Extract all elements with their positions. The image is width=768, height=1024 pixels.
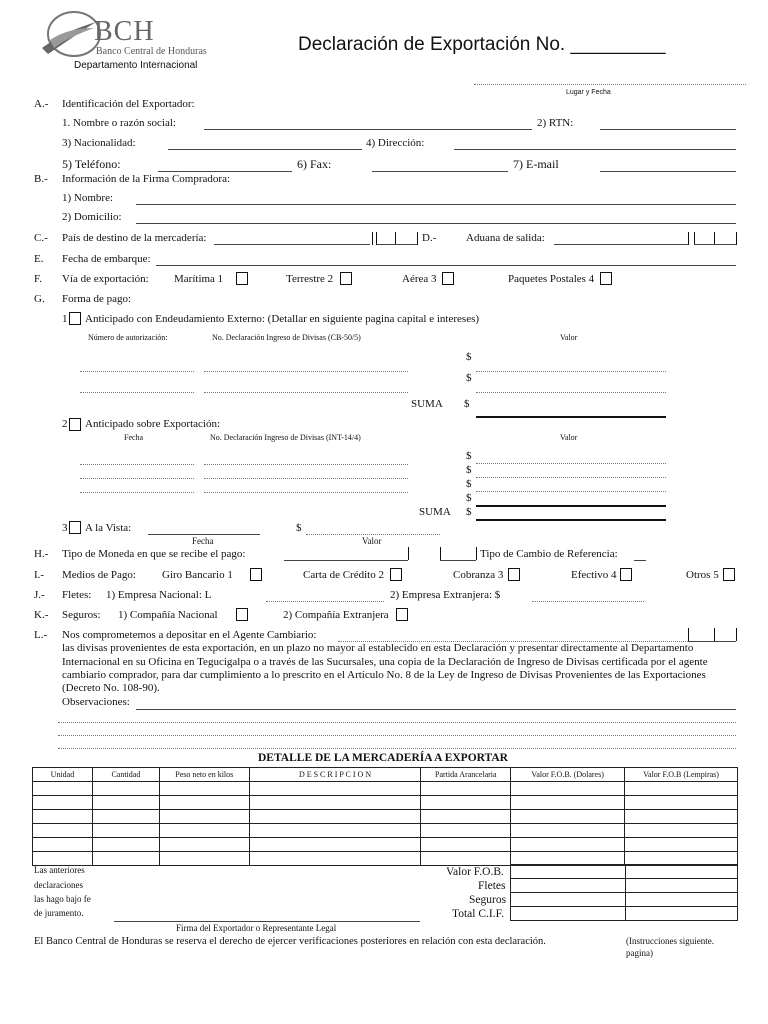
exchange-rate-label: Tipo de Cambio de Referencia:: [480, 548, 618, 560]
section-h-label: H.-: [34, 548, 49, 560]
place-date-line[interactable]: [474, 84, 746, 85]
section-i-label: I.-: [34, 569, 45, 581]
buyer-name-label: 1) Nombre:: [62, 192, 114, 204]
signature-line[interactable]: [114, 921, 420, 922]
p2-value-3[interactable]: [476, 491, 666, 492]
route-land-checkbox[interactable]: [340, 272, 352, 285]
cif-total-label: Total C.I.F.: [452, 908, 504, 920]
exchange-rate-field[interactable]: [634, 560, 646, 561]
p1-suma-label: SUMA: [411, 398, 443, 410]
detail-row: [33, 838, 738, 852]
payment-3-checkbox[interactable]: [69, 521, 81, 534]
section-e-label: E.: [34, 253, 44, 265]
insurance-national-label: 1) Compañía Nacional: [118, 609, 218, 621]
means-credit-label: Carta de Crédito 2: [303, 569, 384, 581]
email-label: 7) E-mail: [513, 157, 559, 171]
p2-col-value: Valor: [560, 433, 578, 442]
address-field[interactable]: [454, 149, 736, 150]
detail-cell[interactable]: [92, 782, 159, 796]
observations-field-3[interactable]: [58, 735, 736, 736]
means-other-label: Otros 5: [686, 569, 719, 581]
detail-cell[interactable]: [421, 824, 511, 838]
export-route-label: Vía de exportación:: [62, 273, 149, 285]
detail-row: [33, 810, 738, 824]
p2-col-decl: No. Declaración Ingreso de Divisas (INT-14/4): [210, 433, 361, 442]
detail-cell[interactable]: [159, 824, 249, 838]
fob-total-label: Valor F.O.B.: [446, 866, 504, 878]
detail-cell[interactable]: [249, 782, 421, 796]
detail-cell[interactable]: [625, 796, 738, 810]
commitment-line-2: las divisas provenientes de esta exportación, en un plazo no mayor al establecido en esta Declaración y presentar directamente al Departamento: [62, 642, 694, 654]
payment-means-label: Medios de Pago:: [62, 569, 136, 581]
detail-cell[interactable]: [511, 838, 625, 852]
rtn-label: 2) RTN:: [537, 117, 574, 129]
p1-suma-field[interactable]: [476, 416, 666, 418]
currency-field[interactable]: [284, 560, 408, 561]
detail-cell[interactable]: [511, 782, 625, 796]
insurance-foreign-checkbox[interactable]: [396, 608, 408, 621]
section-f-label: F.: [34, 273, 42, 285]
detail-cell[interactable]: [625, 824, 738, 838]
phone-field[interactable]: [158, 171, 292, 172]
means-wire-label: Giro Bancario 1: [162, 569, 233, 581]
instructions-line-1: (Instrucciones siguiente.: [626, 936, 714, 946]
freight-foreign-label: 2) Empresa Extranjera: $: [390, 589, 501, 601]
totals-table: [510, 864, 738, 921]
detail-title: DETALLE DE LA MERCADERÍA A EXPORTAR: [258, 752, 508, 764]
insurance-foreign-label: 2) Compañía Extranjera: [283, 609, 389, 621]
p1-value-1[interactable]: [476, 371, 666, 372]
name-field[interactable]: [204, 129, 532, 130]
name-label: 1. Nombre o razón social:: [62, 117, 176, 129]
detail-column-header: Cantidad: [92, 768, 159, 782]
detail-row: [33, 782, 738, 796]
detail-cell[interactable]: [249, 796, 421, 810]
detail-cell[interactable]: [249, 838, 421, 852]
freight-usd[interactable]: [511, 879, 626, 893]
freight-total-label: Fletes: [478, 880, 506, 892]
fob-usd[interactable]: [511, 865, 626, 879]
p2-value-1[interactable]: [476, 463, 666, 464]
detail-cell[interactable]: [421, 782, 511, 796]
commitment-line-4: cambiario comprador, para dar cumplimiento a lo prescrito en el Artículo No. 8 de la Ley de Ingreso de Divisas Provenientes de las Exportaciones: [62, 669, 706, 681]
section-c-label: C.-: [34, 232, 48, 244]
freight-national-label: 1) Empresa Nacional: L: [106, 589, 212, 601]
means-other-checkbox[interactable]: [723, 568, 735, 581]
freight-national-field[interactable]: [266, 601, 384, 602]
payment-1-checkbox[interactable]: [69, 312, 81, 325]
p1-dollar-1: $: [466, 351, 472, 363]
detail-cell[interactable]: [159, 852, 249, 866]
means-credit-checkbox[interactable]: [390, 568, 402, 581]
detail-cell[interactable]: [511, 810, 625, 824]
section-d-label: D.-: [422, 232, 437, 244]
detail-cell[interactable]: [92, 824, 159, 838]
payment-2-label: Anticipado sobre Exportación:: [85, 418, 221, 430]
email-field[interactable]: [600, 171, 736, 172]
means-cash-label: Efectivo 4: [571, 569, 617, 581]
payment-3-number: 3: [62, 522, 68, 534]
detail-cell[interactable]: [33, 810, 93, 824]
detail-cell[interactable]: [33, 838, 93, 852]
bch-logo: [36, 8, 226, 60]
p1-suma-dollar: $: [464, 398, 470, 410]
commitment-line-1: Nos comprometemos a depositar en el Agente Cambiario:: [62, 629, 317, 641]
insurance-total-label: Seguros: [469, 894, 507, 906]
p2-suma-field[interactable]: [476, 519, 666, 521]
p2-dollar-3: $: [466, 478, 472, 490]
p1-dollar-2: $: [466, 372, 472, 384]
detail-row: [33, 796, 738, 810]
detail-column-header: Unidad: [33, 768, 93, 782]
payment-2-checkbox[interactable]: [69, 418, 81, 431]
observations-field-4[interactable]: [58, 748, 736, 749]
p1-value-2[interactable]: [476, 392, 666, 393]
freight-foreign-field[interactable]: [532, 601, 644, 602]
observations-field-1[interactable]: [136, 709, 736, 710]
p2-value-4[interactable]: [476, 505, 666, 507]
phone-label: 5) Teléfono:: [62, 157, 121, 171]
observations-label: Observaciones:: [62, 696, 130, 708]
page-title: Declaración de Exportación No. _________: [298, 34, 666, 55]
buyer-address-field[interactable]: [136, 223, 736, 224]
freight-lps[interactable]: [626, 879, 738, 893]
detail-cell[interactable]: [625, 782, 738, 796]
commitment-line-5: (Decreto No. 108-90).: [62, 682, 160, 694]
route-maritime-label: Marítima 1: [174, 273, 224, 285]
section-b-label: B.-: [34, 173, 48, 185]
p3-date-label: Fecha: [192, 536, 214, 546]
detail-cell[interactable]: [159, 782, 249, 796]
detail-cell[interactable]: [33, 852, 93, 866]
p2-suma-dollar: $: [466, 506, 472, 518]
detail-cell[interactable]: [625, 838, 738, 852]
route-air-label: Aérea 3: [402, 273, 437, 285]
detail-header-row: [33, 768, 738, 782]
payment-form-label: Forma de pago:: [62, 293, 132, 305]
oath-line-2: declaraciones: [34, 880, 83, 890]
p2-col-date: Fecha: [124, 433, 144, 442]
oath-line-3: las hago bajo fe: [34, 894, 91, 904]
payment-1-label: Anticipado con Endeudamiento Externo: (Detallar en siguiente pagina capital e intereses): [85, 313, 480, 325]
observations-field-2[interactable]: [58, 722, 736, 723]
detail-cell[interactable]: [159, 838, 249, 852]
payment-2-number: 2: [62, 418, 68, 430]
detail-cell[interactable]: [249, 824, 421, 838]
section-b-title: Información de la Firma Compradora:: [62, 173, 231, 185]
cif-lps[interactable]: [626, 907, 738, 921]
customs-field[interactable]: [554, 244, 688, 245]
detail-column-header: D E S C R I P C I O N: [249, 768, 421, 782]
section-a-title: Identificación del Exportador:: [62, 98, 195, 110]
footer-note: El Banco Central de Honduras se reserva el derecho de ejercer verificaciones posteriores en relación con esta declaración.: [34, 936, 546, 947]
detail-cell[interactable]: [33, 824, 93, 838]
place-date-label: Lugar y Fecha: [566, 89, 611, 96]
rtn-field[interactable]: [600, 129, 736, 130]
commitment-line-3: Internacional en su Oficina en Tegucigalpa o a través de las Sucursales, una copia de la Declaración de Ingreso de Divisas certificada por el agente: [62, 656, 708, 668]
logo-text: BCH: [94, 16, 155, 47]
p3-value-label: Valor: [362, 536, 382, 546]
freight-label: Fletes:: [62, 589, 92, 601]
payment-3-label: A la Vista:: [85, 522, 132, 534]
p1-col-value: Valor: [560, 333, 578, 342]
means-cash-checkbox[interactable]: [620, 568, 632, 581]
p3-dollar: $: [296, 522, 302, 534]
p1-col-auth: Número de autorización:: [88, 333, 168, 342]
section-k-label: K.-: [34, 609, 49, 621]
p2-value-2[interactable]: [476, 477, 666, 478]
nationality-field[interactable]: [168, 149, 362, 150]
detail-cell[interactable]: [92, 852, 159, 866]
p3-value-field[interactable]: [306, 534, 440, 535]
route-air-checkbox[interactable]: [442, 272, 454, 285]
detail-cell[interactable]: [33, 782, 93, 796]
detail-row: [33, 824, 738, 838]
detail-cell[interactable]: [92, 796, 159, 810]
buyer-name-field[interactable]: [136, 204, 736, 205]
section-l-label: L.-: [34, 629, 48, 641]
insurance-national-checkbox[interactable]: [236, 608, 248, 621]
payment-1-number: 1: [62, 313, 68, 325]
means-collection-checkbox[interactable]: [508, 568, 520, 581]
customs-label: Aduana de salida:: [466, 232, 545, 244]
route-postal-label: Paquetes Postales 4: [508, 273, 595, 285]
instructions-line-2: pagina): [626, 948, 653, 958]
p2-dollar-2: $: [466, 464, 472, 476]
detail-column-header: Valor F.O.B. (Dolares): [511, 768, 625, 782]
detail-cell[interactable]: [92, 810, 159, 824]
fob-lps[interactable]: [626, 865, 738, 879]
currency-label: Tipo de Moneda en que se recibe el pago:: [62, 548, 246, 560]
address-label: 4) Dirección:: [366, 137, 425, 149]
signature-label: Firma del Exportador o Representante Legal: [176, 923, 337, 933]
p1-col-decl: No. Declaración Ingreso de Divisas (CB-50/5): [212, 333, 361, 342]
section-a-label: A.-: [34, 98, 49, 110]
means-collection-label: Cobranza 3: [453, 569, 504, 581]
insurance-label: Seguros:: [62, 609, 101, 621]
detail-cell[interactable]: [159, 796, 249, 810]
section-j-label: J.-: [34, 589, 45, 601]
insurance-lps[interactable]: [626, 893, 738, 907]
detail-column-header: Peso neto en kilos: [159, 768, 249, 782]
detail-cell[interactable]: [511, 796, 625, 810]
p2-suma-label: SUMA: [419, 506, 451, 518]
p3-date-field[interactable]: [148, 534, 260, 535]
section-g-label: G.: [34, 293, 45, 305]
oath-line-4: de juramento.: [34, 908, 84, 918]
shipment-date-field[interactable]: [156, 265, 736, 266]
detail-cell[interactable]: [33, 796, 93, 810]
detail-cell[interactable]: [159, 810, 249, 824]
p2-dollar-4: $: [466, 492, 472, 504]
detail-cell[interactable]: [421, 852, 511, 866]
detail-cell[interactable]: [421, 810, 511, 824]
destination-label: País de destino de la mercadería:: [62, 232, 207, 244]
route-land-label: Terrestre 2: [286, 273, 334, 285]
shipment-date-label: Fecha de embarque:: [62, 253, 151, 265]
detail-column-header: Valor F.O.B (Lempiras): [625, 768, 738, 782]
detail-cell[interactable]: [421, 838, 511, 852]
route-maritime-checkbox[interactable]: [236, 272, 248, 285]
detail-cell[interactable]: [511, 824, 625, 838]
detail-column-header: Partida Arancelaria: [421, 768, 511, 782]
detail-cell[interactable]: [249, 810, 421, 824]
detail-cell[interactable]: [625, 810, 738, 824]
logo-subtitle: Banco Central de Honduras: [96, 46, 207, 57]
p2-dollar-1: $: [466, 450, 472, 462]
oath-line-1: Las anteriores: [34, 865, 85, 875]
buyer-address-label: 2) Domicilio:: [62, 211, 122, 223]
destination-field[interactable]: [214, 244, 370, 245]
nationality-label: 3) Nacionalidad:: [62, 137, 136, 149]
department-label: Departamento Internacional: [74, 60, 198, 71]
detail-table: [32, 767, 738, 866]
cif-usd[interactable]: [511, 907, 626, 921]
insurance-usd[interactable]: [511, 893, 626, 907]
fax-field[interactable]: [372, 171, 508, 172]
detail-cell[interactable]: [92, 838, 159, 852]
detail-cell[interactable]: [249, 852, 421, 866]
route-postal-checkbox[interactable]: [600, 272, 612, 285]
fax-label: 6) Fax:: [297, 157, 332, 171]
detail-cell[interactable]: [421, 796, 511, 810]
means-wire-checkbox[interactable]: [250, 568, 262, 581]
